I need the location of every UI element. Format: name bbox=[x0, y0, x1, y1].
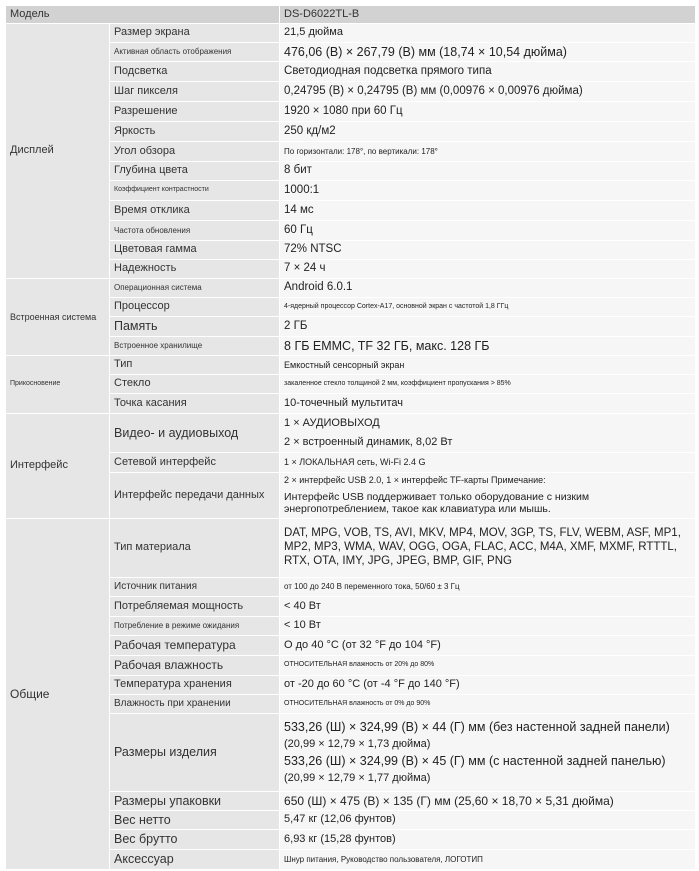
value-line: 1 × АУДИОВЫХОД bbox=[284, 416, 380, 429]
spec-value: 60 Гц bbox=[280, 221, 696, 241]
spec-label: Точка касания bbox=[110, 394, 280, 414]
spec-value: Емкостный сенсорный экран bbox=[280, 356, 696, 375]
spec-value bbox=[280, 414, 696, 453]
spec-row bbox=[6, 375, 696, 394]
spec-row bbox=[6, 142, 696, 162]
category-display: Дисплей bbox=[6, 24, 110, 279]
spec-row bbox=[6, 298, 696, 317]
spec-row bbox=[6, 317, 696, 337]
spec-value: 5,47 кг (12,06 фунтов) bbox=[280, 811, 696, 830]
spec-value: 2 ГБ bbox=[280, 317, 696, 337]
spec-label: Тип материала bbox=[110, 519, 280, 578]
spec-row bbox=[6, 43, 696, 62]
spec-row bbox=[6, 162, 696, 181]
spec-value: 21,5 дюйма bbox=[280, 24, 696, 43]
spec-label: Аксессуар bbox=[110, 850, 280, 870]
spec-value: 250 кд/м2 bbox=[280, 122, 696, 142]
spec-value: 0,24795 (В) × 0,24795 (В) мм (0,00976 × 0,00976 дюйма) bbox=[280, 82, 696, 102]
spec-value: 72% NTSC bbox=[280, 241, 696, 260]
spec-row bbox=[6, 453, 696, 473]
model-row bbox=[6, 6, 696, 24]
spec-row bbox=[6, 279, 696, 298]
spec-value: < 10 Вт bbox=[280, 617, 696, 636]
spec-value: < 40 Вт bbox=[280, 597, 696, 617]
spec-row bbox=[6, 414, 696, 453]
spec-row bbox=[6, 24, 696, 43]
spec-value: от 100 до 240 В переменного тока, 50/60 ± 3 Гц bbox=[280, 578, 696, 597]
spec-row bbox=[6, 181, 696, 201]
spec-label: Влажность при хранении bbox=[110, 695, 280, 714]
spec-label: Размеры упаковки bbox=[110, 792, 280, 811]
spec-value: О до 40 °C (от 32 °F до 104 °F) bbox=[280, 636, 696, 656]
model-label: Модель bbox=[6, 6, 280, 24]
spec-label: Коэффициент контрастности bbox=[110, 181, 280, 201]
model-value: DS-D6022TL-B bbox=[280, 6, 696, 24]
spec-label: Разрешение bbox=[110, 102, 280, 122]
spec-value: Android 6.0.1 bbox=[280, 279, 696, 298]
spec-label: Подсветка bbox=[110, 62, 280, 82]
spec-value: По горизонтали: 178°, по вертикали: 178° bbox=[280, 142, 696, 162]
spec-label: Процессор bbox=[110, 298, 280, 317]
spec-value: 8 ГБ EMMC, TF 32 ГБ, макс. 128 ГБ bbox=[280, 337, 696, 356]
value-line: Интерфейс USB поддерживает только оборудование с низким энергопотреблением, такое как клавиатура или мышь. bbox=[284, 490, 590, 516]
spec-row bbox=[6, 356, 696, 375]
value-line: (20,99 × 12,79 × 1,73 дюйма) bbox=[284, 737, 431, 750]
spec-label: Видео- и аудиовыход bbox=[110, 414, 280, 453]
spec-row bbox=[6, 597, 696, 617]
spec-row bbox=[6, 850, 696, 870]
spec-value: 476,06 (В) × 267,79 (В) мм (18,74 × 10,54 дюйма) bbox=[280, 43, 696, 62]
spec-label: Размер экрана bbox=[110, 24, 280, 43]
spec-label: Вес нетто bbox=[110, 811, 280, 830]
spec-label: Надежность bbox=[110, 260, 280, 279]
spec-value: закаленное стекло толщиной 2 мм, коэффициент пропускания > 85% bbox=[280, 375, 696, 394]
spec-value: 8 бит bbox=[280, 162, 696, 181]
spec-label: Сетевой интерфейс bbox=[110, 453, 280, 473]
spec-row bbox=[6, 201, 696, 221]
spec-label: Активная область отображения bbox=[110, 43, 280, 62]
spec-label: Цветовая гамма bbox=[110, 241, 280, 260]
spec-table bbox=[5, 5, 696, 870]
spec-row bbox=[6, 636, 696, 656]
spec-row bbox=[6, 676, 696, 695]
spec-row bbox=[6, 473, 696, 519]
category-interface: Интерфейс bbox=[6, 414, 110, 519]
value-line: 2 × встроенный динамик, 8,02 Вт bbox=[284, 436, 453, 448]
spec-row bbox=[6, 519, 696, 578]
spec-value: ОТНОСИТЕЛЬНАЯ влажность от 20% до 80% bbox=[280, 656, 696, 676]
value-line: 2 × интерфейс USB 2.0, 1 × интерфейс TF-карты Примечание: bbox=[284, 475, 546, 485]
spec-row bbox=[6, 122, 696, 142]
spec-label: Рабочая температура bbox=[110, 636, 280, 656]
category-touch: Прикосновение bbox=[6, 356, 110, 414]
spec-row bbox=[6, 260, 696, 279]
spec-label: Глубина цвета bbox=[110, 162, 280, 181]
spec-row bbox=[6, 82, 696, 102]
spec-row bbox=[6, 792, 696, 811]
spec-value: 650 (Ш) × 475 (В) × 135 (Г) мм (25,60 × 18,70 × 5,31 дюйма) bbox=[280, 792, 696, 811]
spec-label: Размеры изделия bbox=[110, 714, 280, 792]
spec-value: от -20 до 60 °C (от -4 °F до 140 °F) bbox=[280, 676, 696, 695]
spec-label: Рабочая влажность bbox=[110, 656, 280, 676]
spec-value: 7 × 24 ч bbox=[280, 260, 696, 279]
spec-label: Тип bbox=[110, 356, 280, 375]
spec-row bbox=[6, 578, 696, 597]
spec-row bbox=[6, 811, 696, 830]
spec-value: 6,93 кг (15,28 фунтов) bbox=[280, 830, 696, 850]
spec-label: Температура хранения bbox=[110, 676, 280, 695]
spec-label: Источник питания bbox=[110, 578, 280, 597]
spec-label: Потребляемая мощность bbox=[110, 597, 280, 617]
spec-value: 1000:1 bbox=[280, 181, 696, 201]
spec-value bbox=[280, 473, 696, 519]
spec-row bbox=[6, 221, 696, 241]
value-line: (20,99 × 12,79 × 1,77 дюйма) bbox=[284, 772, 431, 784]
spec-value: ОТНОСИТЕЛЬНАЯ влажность от 0% до 90% bbox=[280, 695, 696, 714]
spec-value: Шнур питания, Руководство пользователя, ЛОГОТИП bbox=[280, 850, 696, 870]
spec-value: 1920 × 1080 при 60 Гц bbox=[280, 102, 696, 122]
spec-row bbox=[6, 617, 696, 636]
spec-row bbox=[6, 830, 696, 850]
spec-value: 1 × ЛОКАЛЬНАЯ сеть, Wi-Fi 2.4 G bbox=[280, 453, 696, 473]
spec-row bbox=[6, 62, 696, 82]
spec-label: Яркость bbox=[110, 122, 280, 142]
category-general: Общие bbox=[6, 519, 110, 870]
spec-label: Частота обновления bbox=[110, 221, 280, 241]
spec-label: Встроенное хранилище bbox=[110, 337, 280, 356]
spec-value: 4-ядерный процессор Cortex-A17, основной экран с частотой 1,8 ГГц bbox=[280, 298, 696, 317]
spec-label: Интерфейс передачи данных bbox=[110, 473, 280, 519]
spec-value: Светодиодная подсветка прямого типа bbox=[280, 62, 696, 82]
spec-value: 10-точечный мультитач bbox=[280, 394, 696, 414]
spec-row bbox=[6, 241, 696, 260]
spec-row bbox=[6, 394, 696, 414]
spec-value bbox=[280, 714, 696, 792]
value-line: 533,26 (Ш) × 324,99 (В) × 44 (Г) мм (без настенной задней панели) bbox=[284, 719, 670, 734]
spec-label: Операционная система bbox=[110, 279, 280, 298]
spec-row bbox=[6, 337, 696, 356]
spec-value: 14 мс bbox=[280, 201, 696, 221]
spec-row bbox=[6, 714, 696, 792]
spec-row bbox=[6, 102, 696, 122]
spec-label: Вес брутто bbox=[110, 830, 280, 850]
spec-label: Время отклика bbox=[110, 201, 280, 221]
spec-label: Потребление в режиме ожидания bbox=[110, 617, 280, 636]
spec-label: Угол обзора bbox=[110, 142, 280, 162]
spec-label: Шаг пикселя bbox=[110, 82, 280, 102]
value-line: 533,26 (Ш) × 324,99 (В) × 45 (Г) мм (с настенной задней панелью) bbox=[284, 754, 666, 768]
spec-label: Память bbox=[110, 317, 280, 337]
spec-row bbox=[6, 695, 696, 714]
spec-row bbox=[6, 656, 696, 676]
spec-value: DAT, MPG, VOB, TS, AVI, MKV, MP4, MOV, 3GP, TS, FLV, WEBM, ASF, MP1, MP2, MP3, WMA, WAV, OGG, OGA, FLAC, ACC, M4A, XMF, MXMF, RTTTL, RTX, OTA, IMY, JPG, JPEG, BMP, GIF, PNG bbox=[280, 519, 696, 578]
category-embedded: Встроенная система bbox=[6, 279, 110, 356]
spec-label: Стекло bbox=[110, 375, 280, 394]
